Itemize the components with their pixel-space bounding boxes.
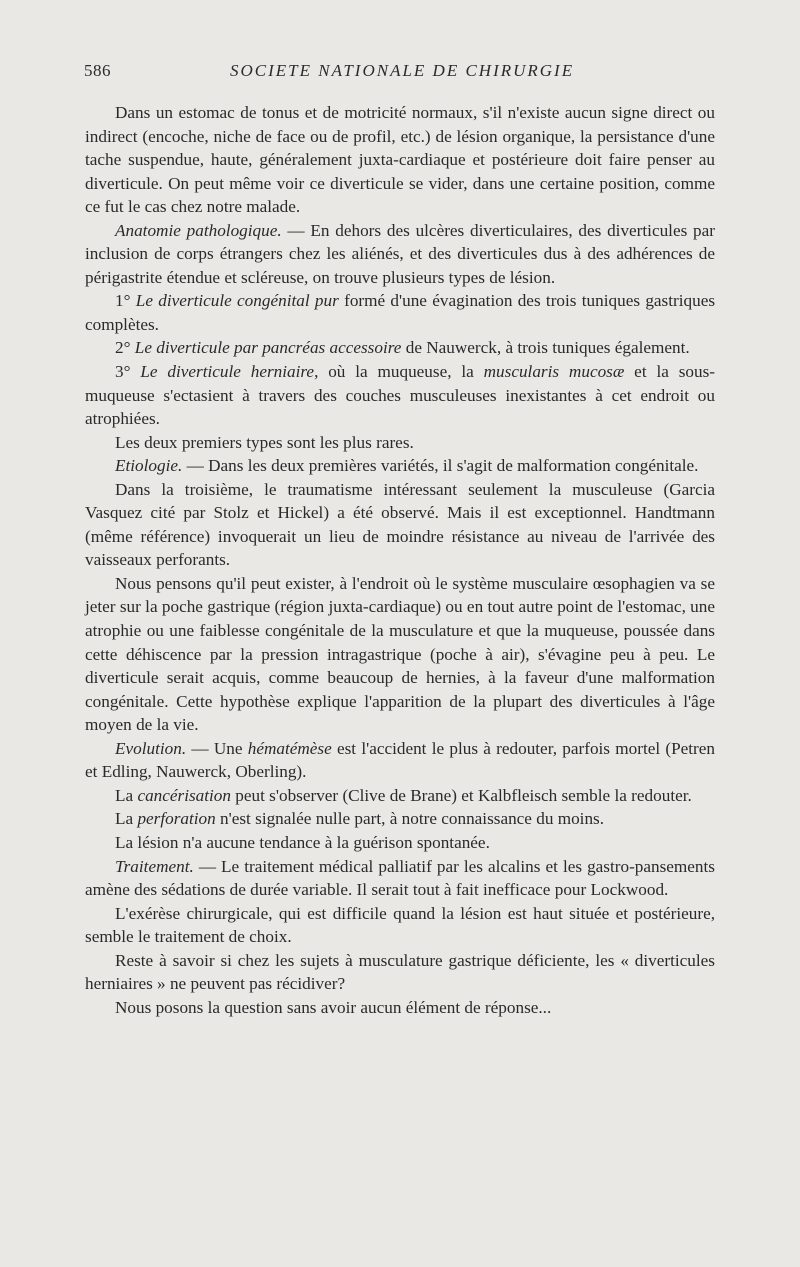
paragraph	[85, 855, 715, 902]
paragraph	[85, 454, 715, 478]
paragraph-text: de Nauwerck, à trois tuniques également.	[401, 338, 690, 358]
paragraph-text: est l'accident le plus à redouter, parfois mortel (Petren et Edling, Nauwerck, Oberling).	[85, 738, 716, 782]
paragraph-text: formé d'une évagination des trois tuniques gastriques complètes.	[85, 291, 716, 334]
italic-term: Le diverticule par pancréas accessoire	[134, 338, 402, 358]
paragraph-text: Nous posons la question sans avoir aucun élément de réponse...	[115, 997, 552, 1017]
paragraph	[85, 101, 715, 219]
paragraph-text: et la sous-muqueuse s'ectasient à travers des couches musculeuses inexistantes à cet endroit ou atrophiées.	[85, 362, 715, 429]
list-number: 1°	[115, 291, 131, 311]
paragraph	[85, 219, 715, 290]
paragraph-text: Dans un estomac de tonus et de motricité normaux, s'il n'existe aucun signe direct ou indirect (encoche, niche de face ou de profil, etc.) de lésion organique, la persistance d'une tache suspendue, haute, généralement juxta-cardiaque et postérieure doit faire penser au diverticule. On peut même voir ce diverticule se vider, dans une certaine position, comme ce fut le cas chez notre malade.	[85, 103, 715, 217]
paragraph-text: — En dehors des ulcères diverticulaires, des diverticules par inclusion de corps étrangers chez les aliénés, et des diverticules dus à des adhérences de périgastrite étendue et scléreuse, on trouve plusieurs types de lésion.	[85, 220, 715, 287]
paragraph-text: Les deux premiers types sont les plus rares.	[115, 432, 414, 452]
italic-term: hématémèse	[247, 738, 332, 758]
paragraph	[85, 902, 715, 949]
paragraph-text: n'est signalée nulle part, à notre connaissance du moins.	[215, 809, 605, 829]
section-heading: Etiologie.	[115, 456, 183, 476]
paragraph-text: La	[115, 785, 138, 805]
paragraph-text: Dans la troisième, le traumatisme intéressant seulement la musculeuse (Garcia Vasquez cité par Stolz et Hickel) a été observé. Mais il est exceptionnel. Handtmann (même référence) invoquerait un lieu de moindre résistance au niveau de l'arrivée des vaisseaux perforants.	[85, 479, 715, 570]
paragraph	[85, 807, 715, 831]
paragraph-text: , où la muqueuse, la	[314, 362, 484, 382]
paragraph-text: La	[115, 809, 138, 829]
italic-term: Le diverticule congénital pur	[135, 291, 339, 311]
italic-term: perforation	[137, 809, 216, 829]
paragraph	[85, 949, 715, 996]
paragraph	[85, 478, 715, 572]
list-number: 2°	[115, 338, 131, 358]
section-heading: Evolution.	[115, 738, 187, 758]
paragraph-text: L'exérèse chirurgicale, qui est difficile quand la lésion est haut située et postérieure, semble le traitement de choix.	[85, 903, 715, 947]
page-number: 586	[84, 61, 111, 80]
running-title: SOCIETE NATIONALE DE CHIRURGIE	[230, 61, 575, 80]
list-item	[85, 360, 715, 431]
list-item	[85, 289, 715, 336]
paragraph-text: — Dans les deux premières variétés, il s'agit de malformation congénitale.	[182, 456, 699, 476]
paragraph	[85, 996, 715, 1020]
paragraph-text: — Une	[186, 738, 248, 758]
paragraph	[85, 784, 715, 808]
paragraph	[85, 737, 715, 784]
paragraph	[85, 431, 715, 455]
list-number: 3°	[115, 362, 131, 382]
article-body	[85, 101, 715, 1019]
section-heading: Anatomie pathologique.	[115, 220, 282, 240]
page-header	[84, 61, 716, 85]
paragraph-text: La lésion n'a aucune tendance à la guérison spontanée.	[115, 832, 490, 852]
paragraph-text: Nous pensons qu'il peut exister, à l'endroit où le système musculaire œsophagien va se jeter sur la poche gastrique (région juxta-cardiaque) ou en tout autre point de l'estomac, une atrophie ou une faiblesse congénitale de la musculature et que la muqueuse, poussée dans cette déhiscence par la pression intragastrique (poche à air), s'évagine peu à peu. Le diverticule serait acquis, comme beaucoup de hernies, à la faveur d'une malformation congénitale. Cette hypothèse explique l'apparition de la plupart des diverticules à l'âge moyen de la vie.	[85, 573, 715, 735]
paragraph-text: — Le traitement médical palliatif par les alcalins et les gastro-pansements amène des sédations de durée variable. Il serait tout à fait inefficace pour Lockwood.	[85, 856, 715, 900]
italic-term: cancérisation	[137, 785, 231, 805]
list-item	[85, 336, 715, 360]
italic-term: muscularis mucosæ	[483, 362, 625, 382]
paragraph-text: peut s'observer (Clive de Brane) et Kalbfleisch semble la redouter.	[231, 785, 692, 805]
paragraph	[85, 572, 715, 737]
italic-term: Le diverticule herniaire	[140, 362, 315, 382]
section-heading: Traitement.	[115, 856, 194, 876]
paragraph	[85, 831, 715, 855]
paragraph-text: Reste à savoir si chez les sujets à musculature gastrique déficiente, les « diverticules herniaires » ne peuvent pas récidiver?	[85, 950, 715, 994]
